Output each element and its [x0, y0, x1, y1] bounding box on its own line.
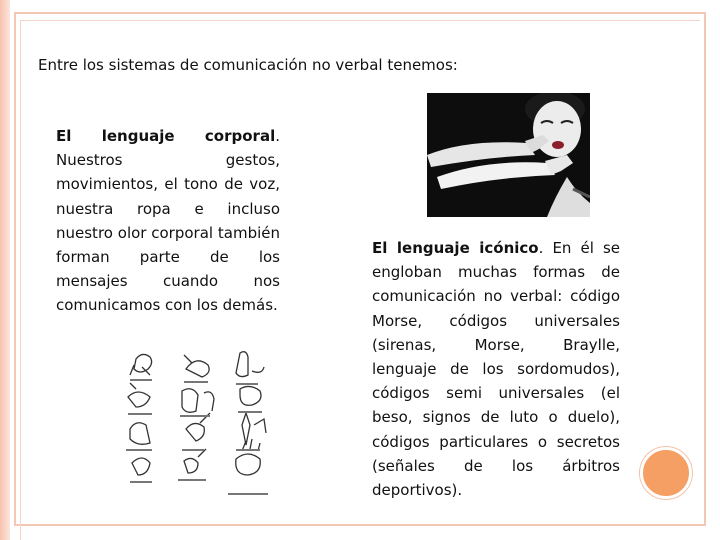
decorative-side-strip	[0, 0, 10, 540]
corporal-heading: El lenguaje corporal	[56, 127, 276, 145]
slide-title: Entre los sistemas de comunicación no verbal tenemos:	[38, 56, 458, 74]
decorative-accent-circle	[640, 447, 692, 499]
mime-illustration	[427, 93, 590, 217]
body-iconico-paragraph: El lenguaje icónico. En él se engloban muchas formas de comunicación no verbal: código Morse, códigos universales (sirenas, Morse, Braylle, lenguaje de los sordomudos), códigos semi universales (el beso, signos de luto o duelo), códigos particulares o secretos (señales de los árbitros deportivos).	[372, 239, 620, 500]
sign-language-illustration	[112, 345, 284, 503]
iconico-text: En él se engloban muchas formas de comunicación no verbal: código Morse, códigos universales (sirenas, Morse, Braylle, lenguaje de los sordomudos), códigos semi universales (el beso, signos de luto o duelo), códigos particulares o secretos (señales de los árbitros deportivos).	[372, 239, 620, 500]
iconico-heading: El lenguaje icónico	[372, 239, 539, 257]
body-corporal-paragraph: El lenguaje corporal. Nuestros gestos, movimientos, el tono de voz, nuestra ropa e incluso nuestro olor corporal también forman parte de los mensajes cuando nos comunicamos con los demás.	[56, 127, 280, 315]
corporal-text: Nuestros gestos, movimientos, el tono de voz, nuestra ropa e incluso nuestro olor corporal también forman parte de los mensajes cuando nos comunicamos con los demás.	[56, 151, 280, 315]
mime-photo	[427, 93, 590, 217]
sign-language-drawings	[112, 345, 284, 503]
